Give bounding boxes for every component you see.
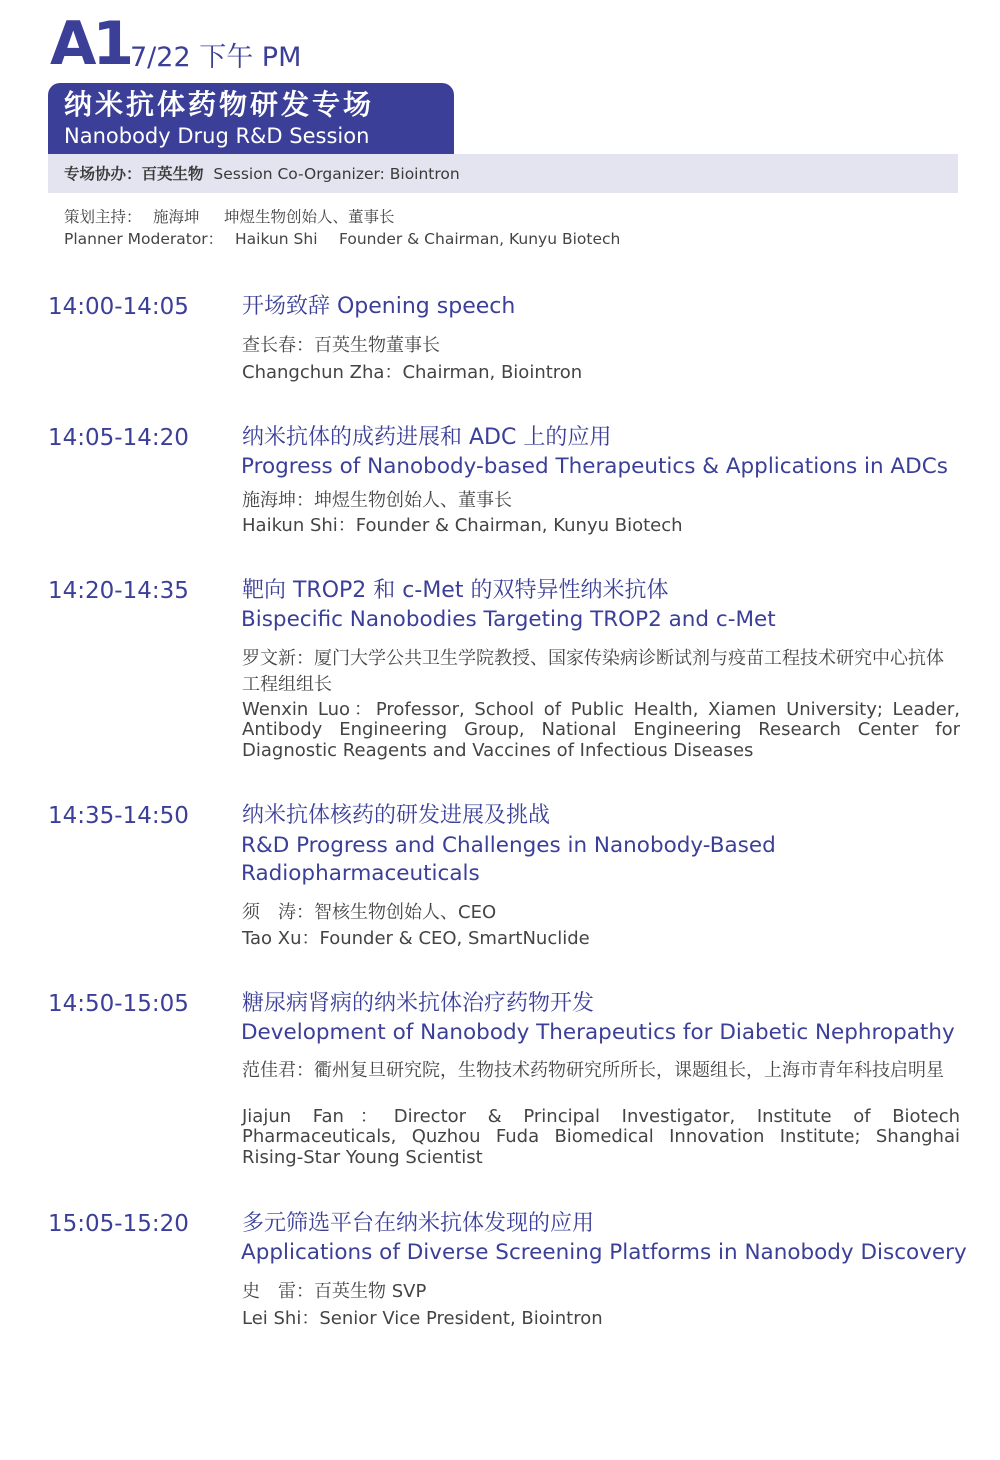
moderator-role-en: Founder & Chairman, Kunyu Biotech xyxy=(339,230,621,248)
agenda-time: 14:35-14:50 xyxy=(48,803,189,829)
coorganizer-label-zh: 专场协办：百英生物 xyxy=(64,165,204,183)
speaker-zh: 施海坤：坤煜生物创始人、董事长 xyxy=(242,490,512,511)
moderator-name-zh: 施海坤 xyxy=(153,208,200,226)
agenda-title-zh: 糖尿病肾病的纳米抗体治疗药物开发 xyxy=(242,991,595,1016)
agenda-title-en: Applications of Diverse Screening Platforms in Nanobody Discovery xyxy=(241,1240,967,1265)
agenda-title-zh: 多元筛选平台在纳米抗体发现的应用 xyxy=(242,1211,595,1236)
agenda-time: 14:05-14:20 xyxy=(48,425,189,451)
agenda-time: 15:05-15:20 xyxy=(48,1211,189,1237)
speaker-en: Lei Shi：Senior Vice President, Biointron xyxy=(242,1308,603,1329)
speaker-en: Tao Xu：Founder & CEO, SmartNuclide xyxy=(242,928,590,949)
session-code: A1 xyxy=(50,9,131,79)
speaker-en: Jiajun Fan：Director & Principal Investigator, Institute of Biotech Pharmaceuticals, Quzhou Fuda Biomedical Innovation Institute; Shanghai Rising-Star Young Scientist xyxy=(242,1106,960,1168)
speaker-zh: 罗文新：厦门大学公共卫生学院教授、国家传染病诊断试剂与疫苗工程技术研究中心抗体工程组组长 xyxy=(242,648,944,696)
agenda-time: 14:20-14:35 xyxy=(48,578,189,604)
speaker-zh: 须 涛：智核生物创始人、CEO xyxy=(242,902,497,923)
session-title-zh: 纳米抗体药物研发专场 xyxy=(64,88,375,121)
moderator-name-en: Haikun Shi xyxy=(235,230,318,248)
agenda-time: 14:50-15:05 xyxy=(48,991,189,1017)
agenda-title-en-line2: Radiopharmaceuticals xyxy=(241,861,480,886)
moderator-label-en: Planner Moderator： xyxy=(64,230,224,248)
agenda-title-en: Development of Nanobody Therapeutics for Diabetic Nephropathy xyxy=(241,1020,955,1045)
speaker-en: Haikun Shi：Founder & Chairman, Kunyu Biotech xyxy=(242,515,683,536)
agenda-title-zh: 纳米抗体核药的研发进展及挑战 xyxy=(242,803,551,828)
speaker-zh: 查长春：百英生物董事长 xyxy=(242,335,440,356)
agenda-title-en-line1: R&D Progress and Challenges in Nanobody-Based xyxy=(241,833,776,858)
agenda-title-zh: 开场致辞 Opening speech xyxy=(242,294,516,319)
speaker-zh: 史 雷：百英生物 SVP xyxy=(242,1281,427,1302)
speaker-en: Wenxin Luo：Professor, School of Public Health, Xiamen University; Leader, Antibody Engineering Group, National Engineering Research Center for Diagnostic Reagents and Vaccines of Infectious Diseases xyxy=(242,699,960,761)
agenda-title-en: Bispecific Nanobodies Targeting TROP2 and c-Met xyxy=(241,607,776,632)
speaker-zh: 范佳君：衢州复旦研究院，生物技术药物研究所所长，课题组长，上海市青年科技启明星 xyxy=(242,1060,944,1081)
agenda-time: 14:00-14:05 xyxy=(48,294,189,320)
speaker-en: Changchun Zha：Chairman, Biointron xyxy=(242,362,583,383)
agenda-title-zh: 靶向 TROP2 和 c-Met 的双特异性纳米抗体 xyxy=(242,578,669,603)
agenda-title-zh: 纳米抗体的成药进展和 ADC 上的应用 xyxy=(242,425,612,450)
agenda-title-en: Progress of Nanobody-based Therapeutics & Applications in ADCs xyxy=(241,454,948,479)
moderator-label-zh: 策划主持： xyxy=(64,208,142,226)
coorganizer xyxy=(64,165,460,184)
session-date: 7/22 下午 PM xyxy=(130,42,302,73)
session-title-en: Nanobody Drug R&D Session xyxy=(64,124,370,148)
coorganizer-en: Session Co-Organizer: Biointron xyxy=(213,165,460,183)
moderator-role-zh: 坤煜生物创始人、董事长 xyxy=(224,208,395,226)
